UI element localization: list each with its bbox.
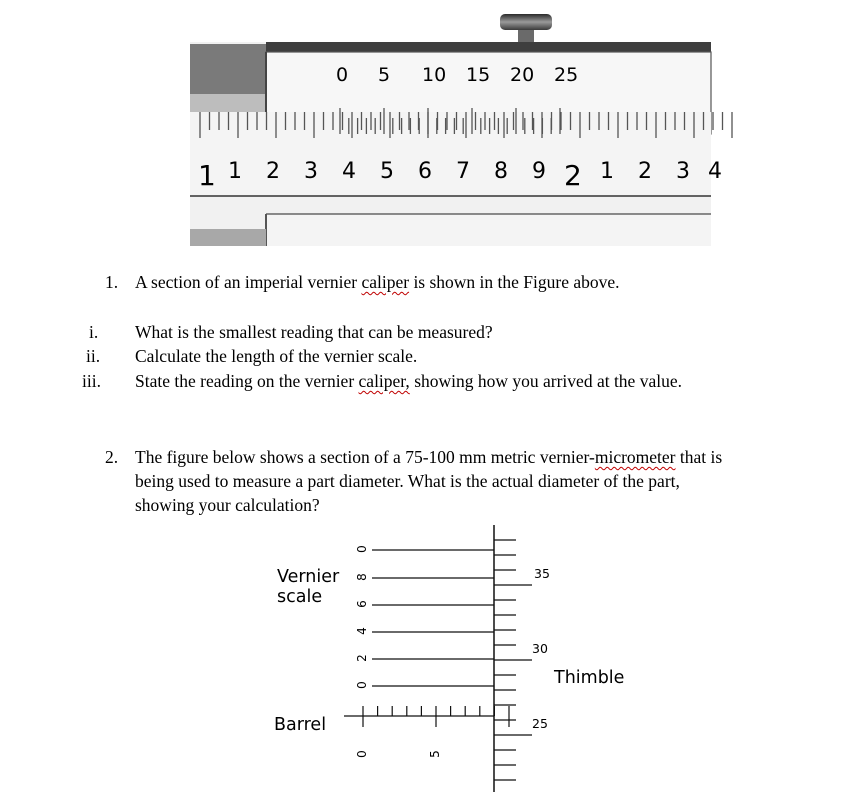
spellcheck-flagged-word: caliper, [358,371,410,391]
spellcheck-flagged-word: micrometer [594,447,676,467]
question-1 [105,272,118,293]
dark-block [190,44,266,94]
subpart-text-part: showing how you arrived at the value. [409,371,682,391]
vernier-lines [372,550,494,686]
subpart-text [135,371,682,392]
main-scale-number: 9 [532,159,546,184]
question-number: 1. [105,272,119,292]
question-1-text [135,272,620,293]
thimble-number: 25 [532,716,548,731]
micrometer-figure [260,525,680,792]
question-2-line: showing your calculation? [135,495,320,515]
thimble-number: 35 [534,566,550,581]
vernier-number: 8 [354,573,369,581]
main-scale-number: 3 [304,159,318,184]
thimble-label: Thimble [554,668,625,688]
main-scale-number: 2 [638,159,652,184]
main-scale-number: 2 [564,159,582,192]
subpart-text: What is the smallest reading that can be measured? [135,322,493,342]
main-scale-number: 1 [198,159,216,192]
thimble-number: 30 [532,641,548,656]
vernier-number: 15 [466,64,491,86]
main-scale-number: 4 [708,159,722,184]
vernier-number: 6 [354,600,369,608]
vernier-number: 25 [554,64,579,86]
question-text: The figure below shows a section of a 75-100 mm metric vernier- [135,447,595,467]
question-text: A section of an imperial vernier [135,272,362,292]
vernier-scale-label-line2: scale [277,587,323,607]
main-scale-number: 6 [418,159,432,184]
spellcheck-flagged-word: caliper [361,272,410,292]
barrel-number: 5 [427,750,442,758]
main-scale-number: 8 [494,159,508,184]
barrel-label: Barrel [274,715,327,735]
question-text: is shown in the Figure above. [409,272,620,292]
subpart-text-part: State the reading on the vernier [135,371,359,391]
question-text: that is [675,447,723,467]
caliper-graphic [190,14,711,246]
caliper-figure [190,14,722,246]
main-scale-number: 1 [600,159,614,184]
vernier-number: 10 [422,64,447,86]
subpart-numeral: i. [89,322,99,342]
main-scale-number: 4 [342,159,356,184]
main-scale-number: 5 [380,159,394,184]
main-scale-number: 2 [266,159,280,184]
vernier-number: 20 [510,64,535,86]
barrel-number: 0 [354,750,369,758]
question-2-line [135,447,722,468]
vernier-number: 0 [336,64,349,86]
micrometer-graphic [260,525,680,792]
vernier-number: 5 [378,64,391,86]
vernier-number: 0 [354,545,369,553]
vernier-number: 4 [354,627,369,635]
main-scale-number: 1 [228,159,242,184]
thimble-ticks [494,540,532,780]
main-scale-number: 3 [676,159,690,184]
subpart-numeral: ii. [86,346,101,366]
subpart-text: Calculate the length of the vernier scale. [135,346,418,366]
vernier-number: 0 [354,681,369,689]
question-2-line: being used to measure a part diameter. What is the actual diameter of the part, [135,471,680,491]
barrel-scale [344,706,509,727]
question-number: 2. [105,447,119,467]
vernier-scale-label-line1: Vernier [277,567,340,587]
vernier-number: 2 [354,654,369,662]
main-scale-number: 7 [456,159,470,184]
subpart-numeral: iii. [82,371,101,391]
thumb-knob [500,14,552,30]
